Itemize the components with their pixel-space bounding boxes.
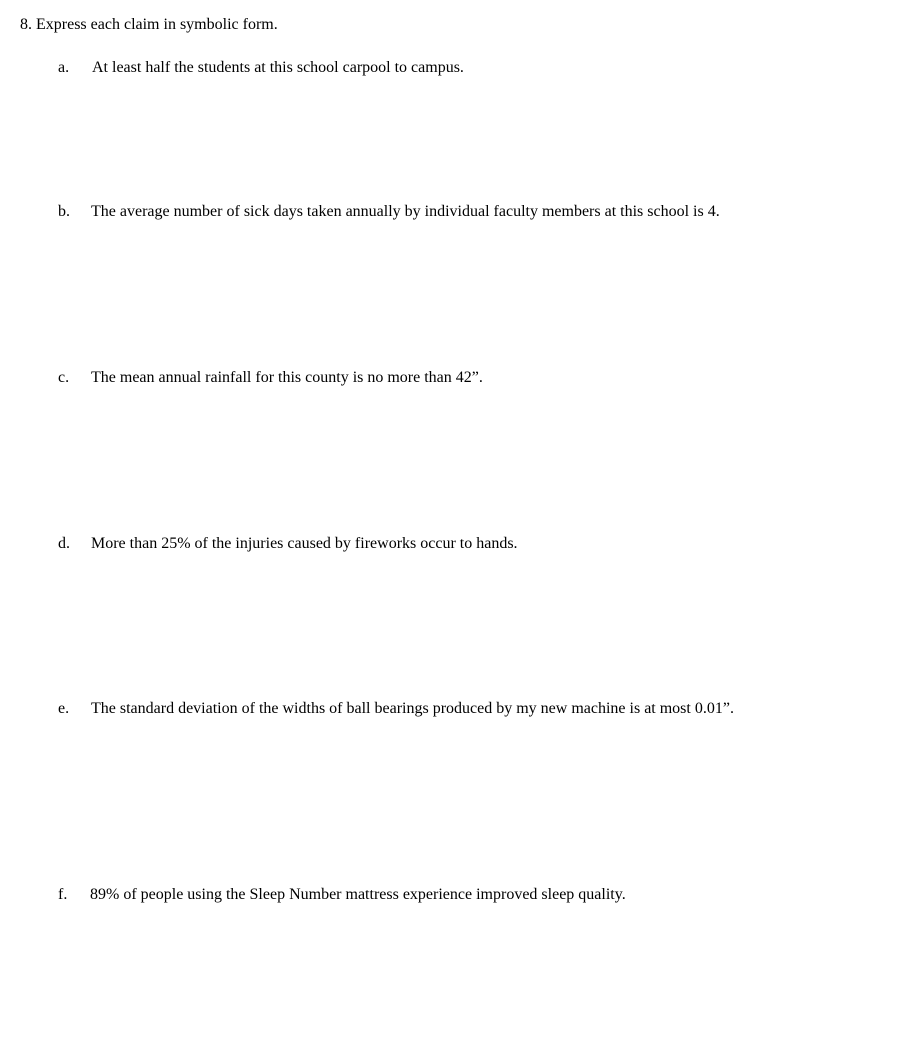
item-letter: e. — [58, 700, 70, 717]
item-letter: d. — [58, 535, 70, 552]
question-number: 8. — [20, 16, 32, 33]
item-letter: a. — [58, 59, 70, 76]
item-claim-text: The mean annual rainfall for this county is no more than 42”. — [91, 369, 483, 386]
item-letter: c. — [58, 369, 70, 386]
item-letter: b. — [58, 203, 70, 220]
question-heading — [20, 15, 278, 35]
item-claim-text: The average number of sick days taken annually by individual faculty members at this school is 4. — [91, 203, 720, 220]
question-prompt: Express each claim in symbolic form. — [36, 16, 278, 33]
item-claim-text: 89% of people using the Sleep Number mattress experience improved sleep quality. — [90, 886, 626, 903]
item-claim-text: At least half the students at this school carpool to campus. — [92, 59, 464, 76]
item-claim-text: The standard deviation of the widths of ball bearings produced by my new machine is at most 0.01”. — [91, 700, 734, 717]
item-letter: f. — [58, 886, 68, 903]
item-claim-text: More than 25% of the injuries caused by fireworks occur to hands. — [91, 535, 518, 552]
